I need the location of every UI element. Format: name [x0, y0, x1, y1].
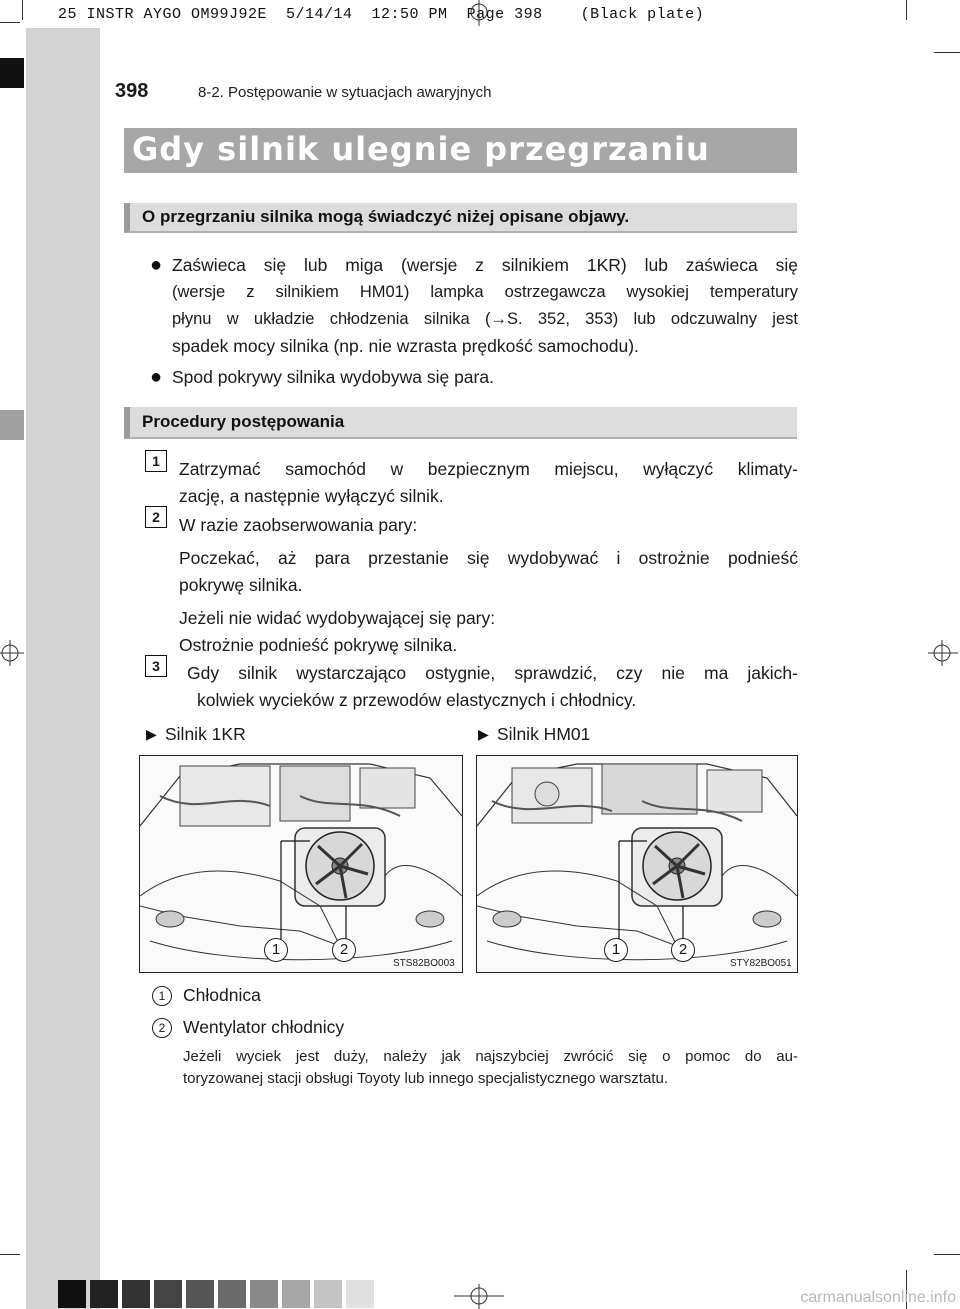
figure-label-hm01: Silnik HM01: [497, 724, 591, 744]
bullet-dot: ●: [150, 254, 163, 276]
step-line: Jeżeli nie widać wydobywającej się pary:: [179, 608, 496, 628]
symptom-line: spadek mocy silnika (np. nie wzrasta prędkość samochodu).: [172, 336, 639, 356]
step-text: [179, 456, 798, 510]
step-number-badge: 3: [145, 655, 167, 677]
color-swatch: [186, 1280, 214, 1308]
crop-mark: [22, 0, 23, 20]
symptom-line: Zaświeca się lub miga (wersje z silnikiem 1KR) lub zaświeca się: [172, 255, 798, 275]
figure-code: STY82BO051: [730, 958, 792, 969]
note-line: toryzowanej stacji obsługi Toyoty lub innego specjalistycznego warsztatu.: [183, 1070, 668, 1087]
crop-mark: [934, 1254, 960, 1255]
crop-mark: [0, 22, 20, 23]
leak-note: [183, 1046, 798, 1090]
callout-number: 2: [332, 938, 356, 962]
triangle-pointer-icon: ▶: [478, 726, 489, 742]
figure-label-1kr: Silnik 1KR: [165, 724, 246, 744]
registration-mark-gray: [0, 410, 24, 440]
triangle-pointer-icon: ▶: [146, 726, 157, 742]
register-target-left-icon: [0, 638, 26, 668]
engine-photo-hm01: [476, 755, 798, 973]
register-target-right-icon: [928, 638, 960, 668]
color-swatch: [90, 1280, 118, 1308]
engine-illustration-1kr-icon: [140, 756, 462, 972]
symptom-line: płynu w układzie chłodzenia silnika (→S. 352, 353) lub odczuwalny jest: [172, 310, 798, 328]
symptom-line: Spod pokrywy silnika wydobywa się para.: [172, 367, 494, 387]
print-slug: 25 INSTR AYGO OM99J92E 5/14/14 12:50 PM Page 398 (Black plate): [58, 6, 705, 23]
color-swatch: [314, 1280, 342, 1308]
step-number-badge: 2: [145, 506, 167, 528]
crop-mark: [0, 1254, 20, 1255]
symptom-item: [172, 252, 798, 360]
step-line: kolwiek wycieków z przewodów elastycznych i chłodnicy.: [197, 690, 637, 710]
symptom-line: (wersje z silnikiem HM01) lampka ostrzegawcza wysokiej temperatury: [172, 283, 798, 301]
watermark: carmanualsonline.info: [800, 1289, 956, 1306]
step-line: Gdy silnik wystarczająco ostygnie, sprawdzić, czy nie ma jakich-: [187, 663, 798, 683]
figure-code: STS82BO003: [393, 958, 455, 969]
legend-text: Chłodnica: [183, 985, 261, 1005]
page-number: 398: [115, 80, 149, 102]
section-title: 8-2. Postępowanie w sytuacjach awaryjnych: [198, 84, 492, 101]
callout-number: 2: [671, 938, 695, 962]
registration-mark-black: [0, 58, 24, 88]
step-number-badge: 1: [145, 450, 167, 472]
bullet-dot: ●: [150, 366, 163, 388]
step-text: [187, 660, 798, 714]
color-swatch: [218, 1280, 246, 1308]
symptom-item: [172, 364, 798, 391]
step-text: [179, 512, 798, 659]
crop-mark: [934, 52, 960, 53]
legend-number: 1: [152, 986, 172, 1006]
callout-number: 1: [604, 938, 628, 962]
register-target-bottom-icon: [452, 1284, 506, 1309]
crop-mark: [906, 0, 907, 20]
page-title: Gdy silnik ulegnie przegrzaniu: [132, 130, 710, 168]
engine-photo-1kr: [139, 755, 463, 973]
color-swatch: [154, 1280, 182, 1308]
legend-text: Wentylator chłodnicy: [183, 1017, 345, 1037]
step-line: pokrywę silnika.: [179, 575, 303, 595]
step-line: Ostrożnie podnieść pokrywę silnika.: [179, 635, 458, 655]
color-swatch: [122, 1280, 150, 1308]
step-line: Poczekać, aż para przestanie się wydobywać i ostrożnie podnieść: [179, 548, 798, 568]
color-swatch: [282, 1280, 310, 1308]
procedures-heading: Procedury postępowania: [142, 412, 345, 431]
color-swatch: [250, 1280, 278, 1308]
callout-number: 1: [264, 938, 288, 962]
step-line: Zatrzymać samochód w bezpiecznym miejscu, wyłączyć klimaty-: [179, 459, 798, 479]
step-line: W razie zaobserwowania pary:: [179, 515, 418, 535]
legend-number: 2: [152, 1018, 172, 1038]
step-line: zację, a następnie wyłączyć silnik.: [179, 486, 444, 506]
margin-column: [26, 28, 100, 1309]
symptoms-heading: O przegrzaniu silnika mogą świadczyć niżej opisane objawy.: [142, 207, 630, 226]
engine-illustration-hm01-icon: [477, 756, 797, 972]
color-swatch: [58, 1280, 86, 1308]
color-swatch: [346, 1280, 374, 1308]
note-line: Jeżeli wyciek jest duży, należy jak najszybciej zwrócić się o pomoc do au-: [183, 1048, 798, 1065]
register-target-top-icon: [464, 0, 494, 26]
